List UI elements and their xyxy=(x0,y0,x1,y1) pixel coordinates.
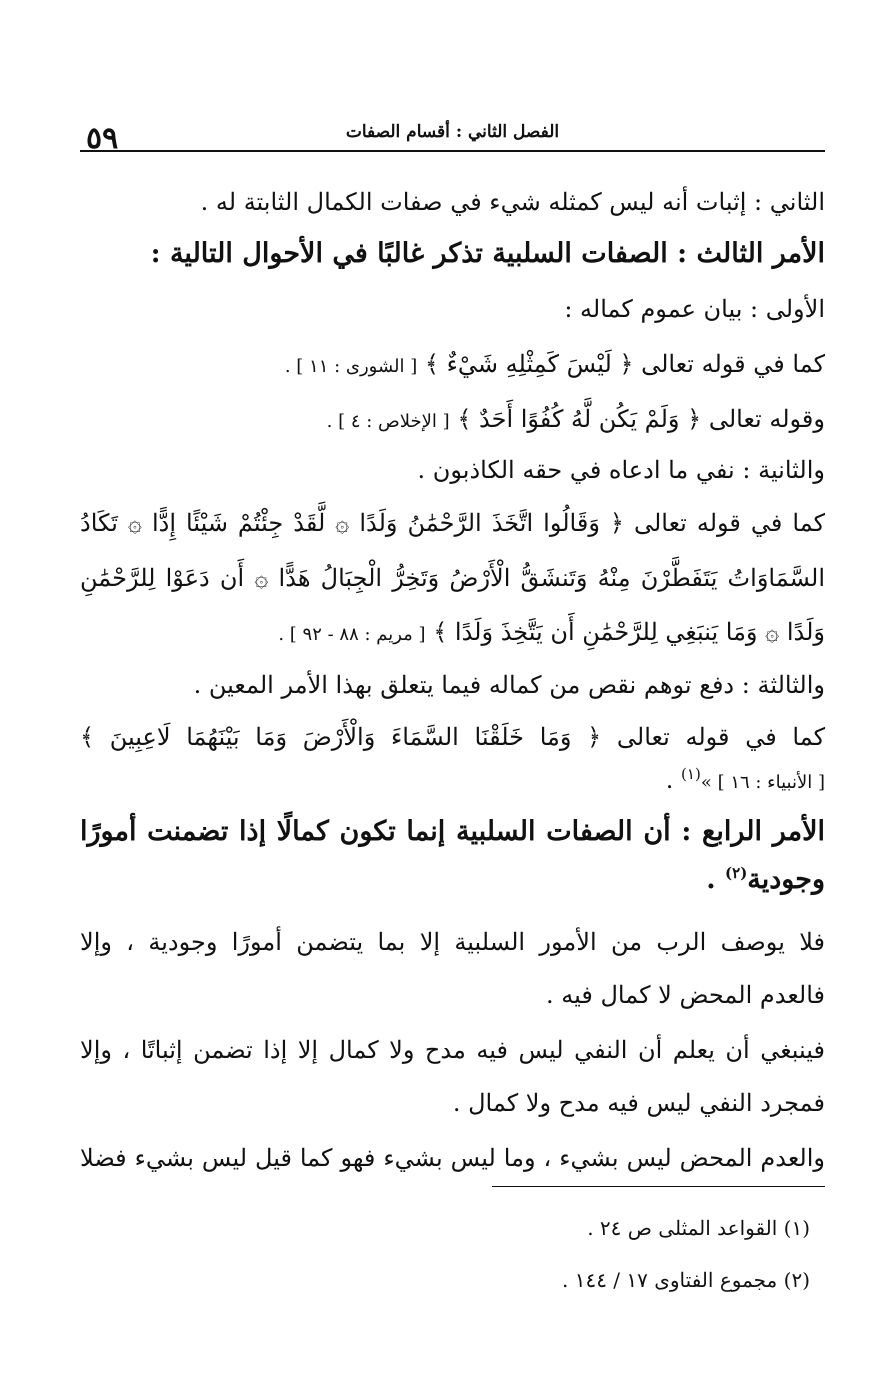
section-heading-3: الأمر الثالث : الصفات السلبية تذكر غالبًا في الأحوال التالية : xyxy=(150,238,825,269)
footnote-marker-1: (١) xyxy=(681,765,701,783)
verse-text: وقوله تعالى ﴿ وَلَمْ يَكُن لَّهُ كُفُوًا أَحَدٌ ﴾ xyxy=(457,405,825,433)
quran-verse-line-4: السَّمَاوَاتُ يَتَفَطَّرْنَ مِنْهُ وَتَنشَقُّ الْأَرْضُ وَتَخِرُّ الْجِبَالُ هَدًّا ۞ أَن دَعَوْا لِلرَّحْمَٰنِ xyxy=(80,564,825,592)
body-line-10: والثالثة : دفع توهم نقص من كماله فيما يتعلق بهذا الأمر المعين . xyxy=(193,671,825,699)
quran-verse-line-6: كما في قوله تعالى ﴿ وَمَا خَلَقْنَا السَّمَاءَ وَالْأَرْضَ وَمَا بَيْنَهُمَا لَاعِبِينَ ﴾ xyxy=(80,723,825,751)
verse-reference: [ الشورى : ١١ ] . xyxy=(284,356,418,377)
page-number: ٥٩ xyxy=(86,121,119,156)
quran-verse-line-3: كما في قوله تعالى ﴿ وَقَالُوا اتَّخَذَ الرَّحْمَٰنُ وَلَدًا ۞ لَّقَدْ جِئْتُمْ شَيْئًا إِدًّا ۞ تَكَادُ xyxy=(80,509,825,537)
footnote-marker-2: (٢) xyxy=(725,864,748,882)
verse-reference: [ الإخلاص : ٤ ] . xyxy=(326,411,450,432)
body-line-3: الأولى : بيان عموم كماله : xyxy=(564,295,825,323)
verse-reference: [ مريم : ٨٨ - ٩٢ ] . xyxy=(278,624,426,645)
verse-reference-line: [ الأنبياء : ١٦ ] »$^{(١)}$ . xyxy=(665,765,825,794)
running-header xyxy=(80,110,825,156)
quran-verse-line-5 xyxy=(278,612,825,655)
section-heading-4-cont: وجودية$^{(٢)}$ . xyxy=(706,864,825,895)
footnote-separator xyxy=(492,1186,825,1187)
body-line-1: الثاني : إثبات أنه ليس كمثله شيء في صفات الكمال الثابتة له . xyxy=(200,188,825,216)
verse-text: وَلَدًا ۞ وَمَا يَنبَغِي لِلرَّحْمَٰنِ أَن يَتَّخِذَ وَلَدًا ﴾ xyxy=(433,618,825,646)
quran-verse-line-2 xyxy=(327,399,825,442)
body-line-16: فالعدم المحض لا كمال فيه . xyxy=(546,981,825,1009)
footnote-2: (٢) مجموع الفتاوى ١٧ / ١٤٤ . xyxy=(562,1268,810,1292)
verse-text: كما في قوله تعالى ﴿ لَيْسَ كَمِثْلِهِ شَيْءٌ ﴾ xyxy=(424,350,825,378)
quran-verse-line-1 xyxy=(285,344,825,387)
footnote-1: (١) القواعد المثلى ص ٢٤ . xyxy=(587,1216,810,1240)
body-line-18: فمجرد النفي ليس فيه مدح ولا كمال . xyxy=(452,1089,825,1117)
chapter-title: الفصل الثاني : أقسام الصفات xyxy=(345,122,560,142)
body-line-15: فلا يوصف الرب من الأمور السلبية إلا بما يتضمن أمورًا وجودية ، وإلا xyxy=(80,928,825,956)
body-line-6: والثانية : نفي ما ادعاه في حقه الكاذبون . xyxy=(417,456,825,484)
section-heading-4: الأمر الرابع : أن الصفات السلبية إنما تكون كمالًا إذا تضمنت أمورًا xyxy=(80,816,825,847)
body-line-17: فينبغي أن يعلم أن النفي ليس فيه مدح ولا كمال إلا إذا تضمن إثباتًا ، وإلا xyxy=(80,1036,825,1064)
verse-reference: [ الأنبياء : ١٦ ] » xyxy=(700,772,825,793)
body-line-19: والعدم المحض ليس بشيء ، وما ليس بشيء فهو كما قيل ليس بشيء فضلا xyxy=(80,1144,826,1172)
